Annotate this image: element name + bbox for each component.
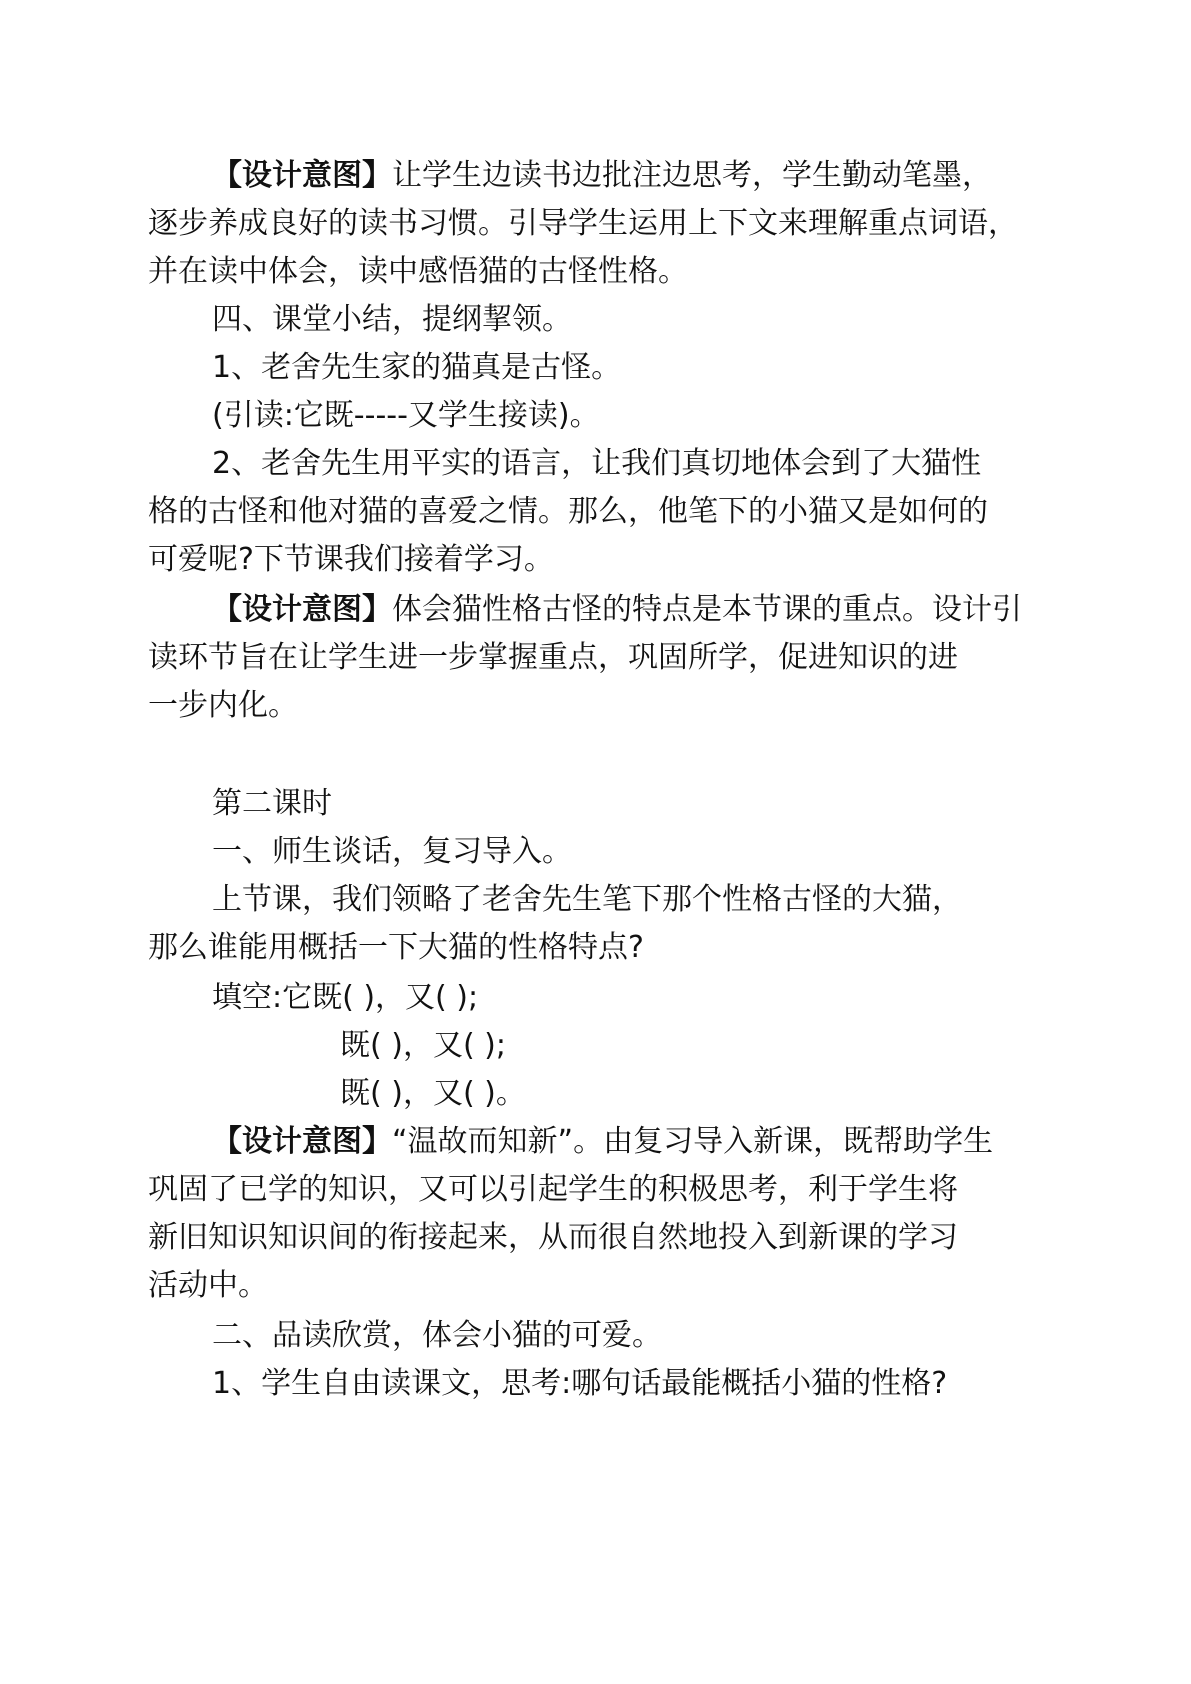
paragraph-line: 巩固了已学的知识，又可以引起学生的积极思考，利于学生将 <box>148 1172 958 1207</box>
paragraph-line: 格的古怪和他对猫的喜爱之情。那么，他笔下的小猫又是如何的 <box>148 494 988 529</box>
paragraph-text: 让学生边读书边批注边思考，学生勤动笔墨， <box>392 158 992 193</box>
fill-blank-line: 既( )，又( )。 <box>340 1076 526 1111</box>
paragraph-line: 可爱呢?下节课我们接着学习。 <box>148 542 554 577</box>
paragraph-line: 活动中。 <box>148 1268 268 1303</box>
list-item: 1、学生自由读课文，思考:哪句话最能概括小猫的性格? <box>212 1366 948 1401</box>
section-heading: 一、师生谈话，复习导入。 <box>212 834 572 869</box>
section-heading: 四、课堂小结，提纲挈领。 <box>212 302 572 337</box>
paragraph-line: 新旧知识知识间的衔接起来，从而很自然地投入到新课的学习 <box>148 1220 958 1255</box>
paragraph-line: 并在读中体会，读中感悟猫的古怪性格。 <box>148 254 688 289</box>
paragraph-line: 那么谁能用概括一下大猫的性格特点? <box>148 930 644 965</box>
paragraph-line: 一步内化。 <box>148 688 298 723</box>
design-intent-tag: 【设计意图】 <box>212 592 392 627</box>
paragraph-line: 上节课，我们领略了老舍先生笔下那个性格古怪的大猫， <box>212 882 962 917</box>
paragraph-text: 体会猫性格古怪的特点是本节课的重点。设计引 <box>392 592 1022 627</box>
fill-blank-line: 填空:它既( )，又( ); <box>212 980 479 1015</box>
list-item: 2、老舍先生用平实的语言，让我们真切地体会到了大猫性 <box>212 446 982 481</box>
fill-blank-line: 既( )，又( ); <box>340 1028 506 1063</box>
design-intent-tag: 【设计意图】 <box>212 1124 392 1159</box>
design-intent-paragraph-3 <box>212 1122 993 1162</box>
section-heading: 二、品读欣赏，体会小猫的可爱。 <box>212 1318 662 1353</box>
design-intent-paragraph-2 <box>212 590 1022 630</box>
list-item: 1、老舍先生家的猫真是古怪。 <box>212 350 622 385</box>
list-item-note: (引读:它既-----又学生接读)。 <box>212 398 600 433</box>
lesson-title: 第二课时 <box>212 786 332 821</box>
paragraph-line: 读环节旨在让学生进一步掌握重点，巩固所学，促进知识的进 <box>148 640 958 675</box>
design-intent-paragraph-1 <box>212 156 992 196</box>
design-intent-tag: 【设计意图】 <box>212 158 392 193</box>
paragraph-text: “温故而知新”。由复习导入新课，既帮助学生 <box>392 1124 994 1159</box>
paragraph-line: 逐步养成良好的读书习惯。引导学生运用上下文来理解重点词语， <box>148 206 1018 241</box>
